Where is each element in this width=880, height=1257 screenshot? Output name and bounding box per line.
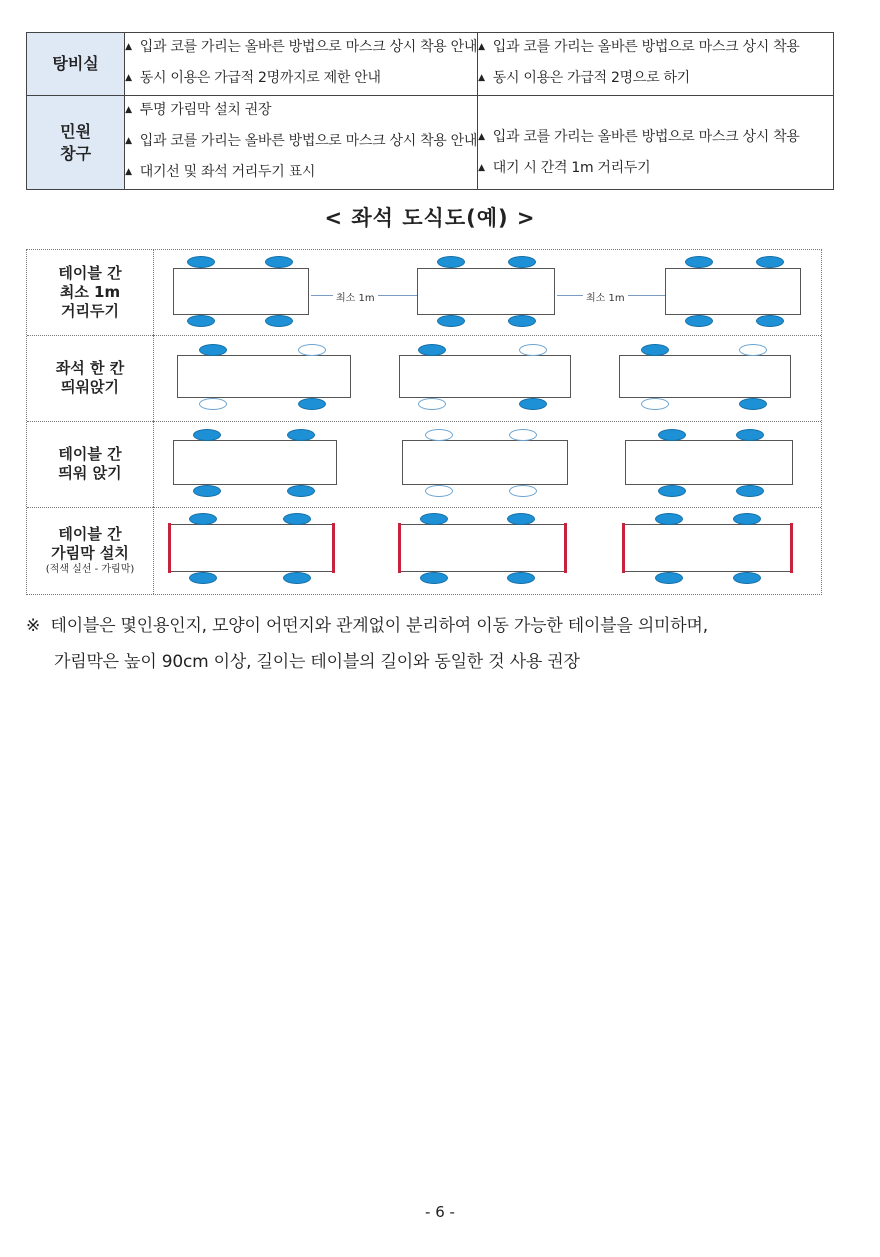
list-item: ▲ 대기선 및 좌석 거리두기 표시 <box>125 164 316 180</box>
occupied-seat-icon <box>736 429 764 441</box>
triangle-bullet-icon: ▲ <box>125 136 132 146</box>
table-shape <box>619 355 791 398</box>
table-shape <box>173 268 309 315</box>
rule-cell <box>478 33 834 96</box>
occupied-seat-icon <box>420 572 448 584</box>
guideline-table <box>26 32 834 190</box>
occupied-seat-icon <box>189 572 217 584</box>
empty-seat-icon <box>739 344 767 356</box>
occupied-seat-icon <box>658 485 686 497</box>
distance-label: 최소 1m <box>333 289 378 304</box>
table-shape <box>623 524 793 572</box>
partition-line <box>790 523 793 573</box>
empty-seat-icon <box>509 429 537 441</box>
list-item: ▲ 입과 코를 가리는 올바른 방법으로 마스크 상시 착용 안내 <box>125 39 478 55</box>
guidance-cell <box>125 96 478 190</box>
occupied-seat-icon <box>736 485 764 497</box>
occupied-seat-icon <box>187 256 215 268</box>
guidance-cell <box>125 33 478 96</box>
occupied-seat-icon <box>519 398 547 410</box>
empty-seat-icon <box>519 344 547 356</box>
occupied-seat-icon <box>733 572 761 584</box>
occupied-seat-icon <box>287 429 315 441</box>
table-row <box>27 96 834 190</box>
category-label: 탕비실 <box>52 54 99 73</box>
diagram-row-skip-seat <box>27 335 821 422</box>
occupied-seat-icon <box>508 256 536 268</box>
diagram-title: < 좌석 도식도(예) > <box>324 206 536 230</box>
triangle-bullet-icon: ▲ <box>478 73 485 83</box>
category-cell <box>27 96 125 190</box>
partition-line <box>398 523 401 573</box>
occupied-seat-icon <box>187 315 215 327</box>
occupied-seat-icon <box>756 256 784 268</box>
diagram-row-distance <box>27 250 821 336</box>
list-item: ▲ 입과 코를 가리는 올바른 방법으로 마스크 상시 착용 <box>478 129 800 145</box>
triangle-bullet-icon: ▲ <box>478 163 485 173</box>
occupied-seat-icon <box>189 513 217 525</box>
triangle-bullet-icon: ▲ <box>478 42 485 52</box>
partition-line <box>622 523 625 573</box>
table-shape <box>177 355 351 398</box>
table-shape <box>399 524 567 572</box>
occupied-seat-icon <box>437 256 465 268</box>
category-label: 민원 <box>60 121 92 141</box>
list-item: ▲ 투명 가림막 설치 권장 <box>125 102 272 118</box>
occupied-seat-icon <box>756 315 784 327</box>
occupied-seat-icon <box>265 256 293 268</box>
occupied-seat-icon <box>283 513 311 525</box>
category-label: 창구 <box>60 143 92 163</box>
occupied-seat-icon <box>685 315 713 327</box>
occupied-seat-icon <box>193 485 221 497</box>
footnote-line: 가림막은 높이 90cm 이상, 길이는 테이블의 길이와 동일한 것 사용 권장 <box>54 652 580 672</box>
triangle-bullet-icon: ▲ <box>125 42 132 52</box>
occupied-seat-icon <box>655 513 683 525</box>
triangle-bullet-icon: ▲ <box>125 105 132 115</box>
occupied-seat-icon <box>655 572 683 584</box>
occupied-seat-icon <box>507 572 535 584</box>
seating-diagram <box>26 249 822 595</box>
footnote <box>26 608 708 680</box>
occupied-seat-icon <box>658 429 686 441</box>
occupied-seat-icon <box>508 315 536 327</box>
reference-mark-icon: ※ <box>26 616 41 636</box>
list-item: ▲ 동시 이용은 가급적 2명으로 하기 <box>478 70 690 86</box>
table-row <box>27 33 834 96</box>
footnote-line: ※ 테이블은 몇인용인지, 모양이 어떤지와 관계없이 분리하여 이동 가능한 테이블을 의미하며, <box>26 616 708 636</box>
occupied-seat-icon <box>418 344 446 356</box>
occupied-seat-icon <box>507 513 535 525</box>
table-shape <box>173 440 337 485</box>
diagram-row-skip-table <box>27 421 821 508</box>
occupied-seat-icon <box>685 256 713 268</box>
partition-line <box>168 523 171 573</box>
list-item: ▲ 동시 이용은 가급적 2명까지로 제한 안내 <box>125 70 381 86</box>
triangle-bullet-icon: ▲ <box>478 132 485 142</box>
occupied-seat-icon <box>420 513 448 525</box>
page-number: - 6 - <box>425 1203 455 1221</box>
occupied-seat-icon <box>265 315 293 327</box>
table-shape <box>399 355 571 398</box>
empty-seat-icon <box>425 485 453 497</box>
distance-label: 최소 1m <box>583 289 628 304</box>
partition-line <box>564 523 567 573</box>
occupied-seat-icon <box>298 398 326 410</box>
row-label: 좌석 한 칸 띄워앉기 <box>27 335 154 421</box>
table-shape <box>417 268 555 315</box>
occupied-seat-icon <box>437 315 465 327</box>
row-label: 테이블 간 최소 1m 거리두기 <box>27 250 154 335</box>
diagram-row-partition <box>27 507 821 594</box>
occupied-seat-icon <box>287 485 315 497</box>
list-item: ▲ 입과 코를 가리는 올바른 방법으로 마스크 상시 착용 <box>478 39 800 55</box>
triangle-bullet-icon: ▲ <box>125 167 132 177</box>
empty-seat-icon <box>199 398 227 410</box>
rule-cell <box>478 96 834 190</box>
occupied-seat-icon <box>733 513 761 525</box>
occupied-seat-icon <box>199 344 227 356</box>
occupied-seat-icon <box>283 572 311 584</box>
empty-seat-icon <box>641 398 669 410</box>
occupied-seat-icon <box>641 344 669 356</box>
table-shape <box>625 440 793 485</box>
row-label: 테이블 간 띄워 앉기 <box>27 421 154 507</box>
partition-line <box>332 523 335 573</box>
category-cell <box>27 33 125 96</box>
table-shape <box>665 268 801 315</box>
triangle-bullet-icon: ▲ <box>125 73 132 83</box>
occupied-seat-icon <box>193 429 221 441</box>
list-item: ▲ 입과 코를 가리는 올바른 방법으로 마스크 상시 착용 안내 <box>125 133 478 149</box>
list-item: ▲ 대기 시 간격 1m 거리두기 <box>478 160 651 176</box>
table-shape <box>169 524 335 572</box>
empty-seat-icon <box>425 429 453 441</box>
empty-seat-icon <box>509 485 537 497</box>
empty-seat-icon <box>418 398 446 410</box>
occupied-seat-icon <box>739 398 767 410</box>
table-shape <box>402 440 568 485</box>
row-label: 테이블 간 가림막 설치 (적색 실선 - 가림막) <box>27 507 154 594</box>
empty-seat-icon <box>298 344 326 356</box>
